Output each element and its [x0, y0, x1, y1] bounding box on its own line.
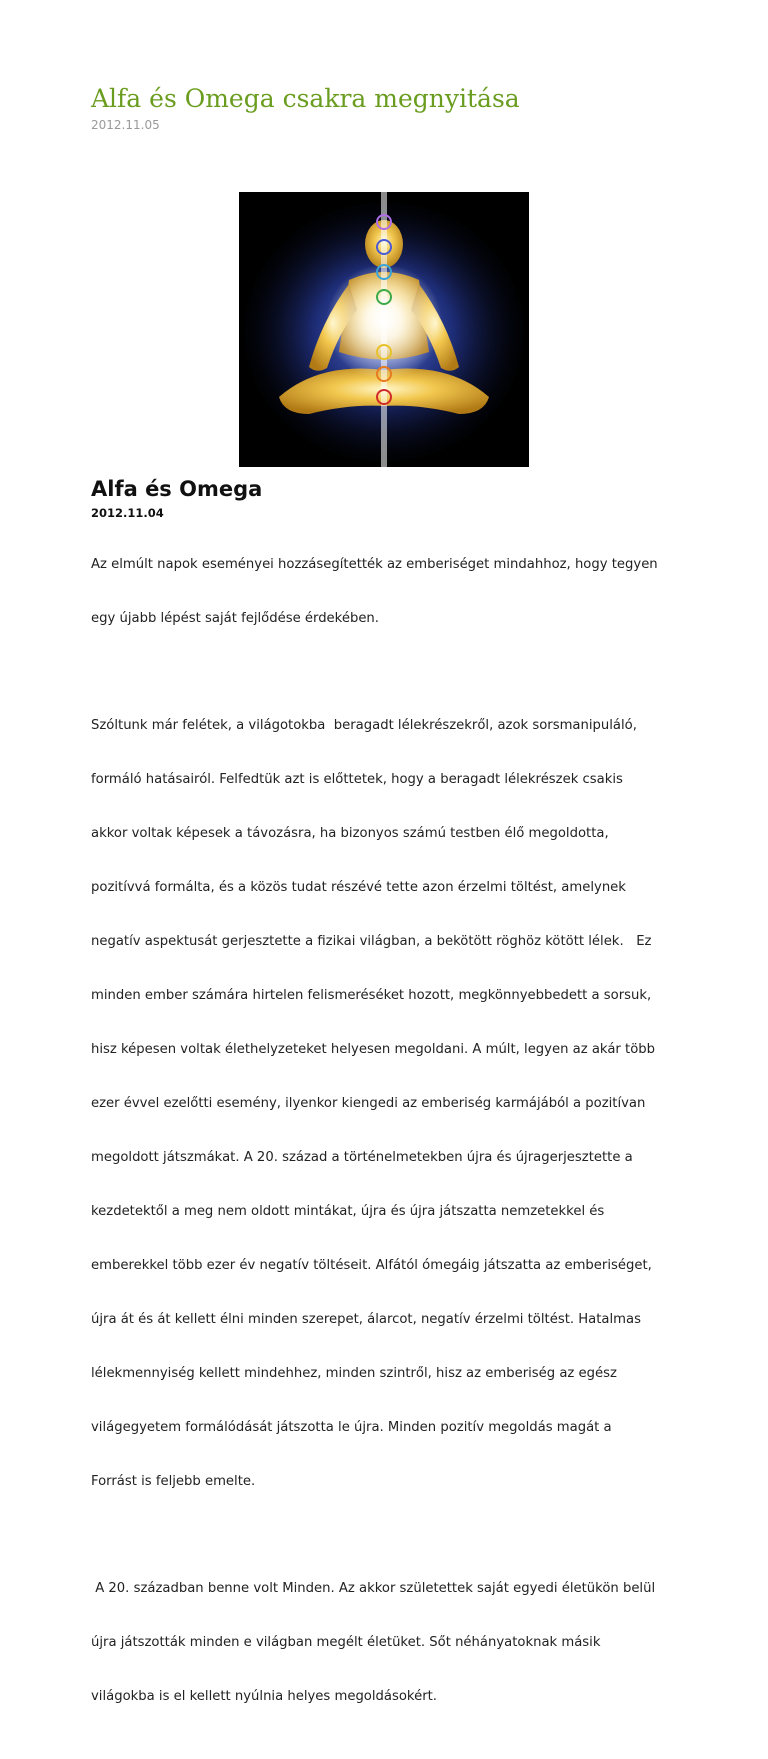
- article-heading: Alfa és Omega: [91, 477, 263, 501]
- text-line: Az elmúlt napok eseményei hozzásegítették az emberiséget mindahhoz, hogy tegyen: [91, 557, 658, 572]
- text-line: A 20. században benne volt Minden. Az akkor születettek saját egyedi életükön belül: [91, 1581, 656, 1596]
- text-line: egy újabb lépést saját fejlődése érdekében.: [91, 611, 379, 626]
- paragraph-2: [91, 681, 681, 1527]
- text-line: világegyetem formálódását játszotta le újra. Minden pozitív megoldás magát a: [91, 1420, 612, 1435]
- text-line: minden ember számára hirtelen felismeréséket hozott, megkönnyebbedett a sorsuk,: [91, 988, 652, 1003]
- text-line: negatív aspektusát gerjesztette a fizikai világban, a bekötött röghöz kötött lélek. Ez: [91, 934, 652, 949]
- text-line: pozitívvá formálta, és a közös tudat részévé tette azon érzelmi töltést, amelynek: [91, 880, 626, 895]
- meditation-illustration: [239, 192, 529, 467]
- text-line: formáló hatásairól. Felfedtük azt is előttetek, hogy a beragadt lélekrészek csakis: [91, 772, 623, 787]
- meditating-figure-chakra-image: [239, 192, 529, 467]
- text-line: ezer évvel ezelőtti esemény, ilyenkor kiengedi az emberiség karmájából a pozitívan: [91, 1096, 646, 1111]
- text-line: világokba is el kellett nyúlnia helyes megoldásokért.: [91, 1689, 437, 1704]
- text-line: Szóltunk már felétek, a világotokba beragadt lélekrészekről, azok sorsmanipuláló,: [91, 718, 637, 733]
- page-title: Alfa és Omega csakra megnyitása: [91, 84, 520, 113]
- text-line: újra át és át kellett élni minden szerepet, álarcot, negatív érzelmi töltést. Hatalmas: [91, 1312, 641, 1327]
- text-line: kezdetektől a meg nem oldott mintákat, újra és újra játszatta nemzetekkel és: [91, 1204, 605, 1219]
- text-line: akkor voltak képesek a távozásra, ha bizonyos számú testben élő megoldotta,: [91, 826, 609, 841]
- text-line: lélekmennyiség kellett mindehhez, minden szintről, hisz az emberiség az egész: [91, 1366, 617, 1381]
- paragraph-1: [91, 520, 681, 664]
- article-body: [91, 520, 681, 1759]
- text-line: újra játszották minden e világban megélt életüket. Sőt néhányatoknak másik: [91, 1635, 601, 1650]
- article-date: 2012.11.04: [91, 506, 164, 520]
- text-line: Forrást is feljebb emelte.: [91, 1474, 256, 1489]
- paragraph-3: [91, 1544, 681, 1742]
- page-date: 2012.11.05: [91, 118, 160, 132]
- text-line: hisz képesen voltak élethelyzeteket helyesen megoldani. A múlt, legyen az akár több: [91, 1042, 656, 1057]
- text-line: emberekkel több ezer év negatív töltéseit. Alfától ómegáig játszatta az emberiséget,: [91, 1258, 652, 1273]
- text-line: megoldott játszmákat. A 20. század a történelmetekben újra és újragerjesztette a: [91, 1150, 633, 1165]
